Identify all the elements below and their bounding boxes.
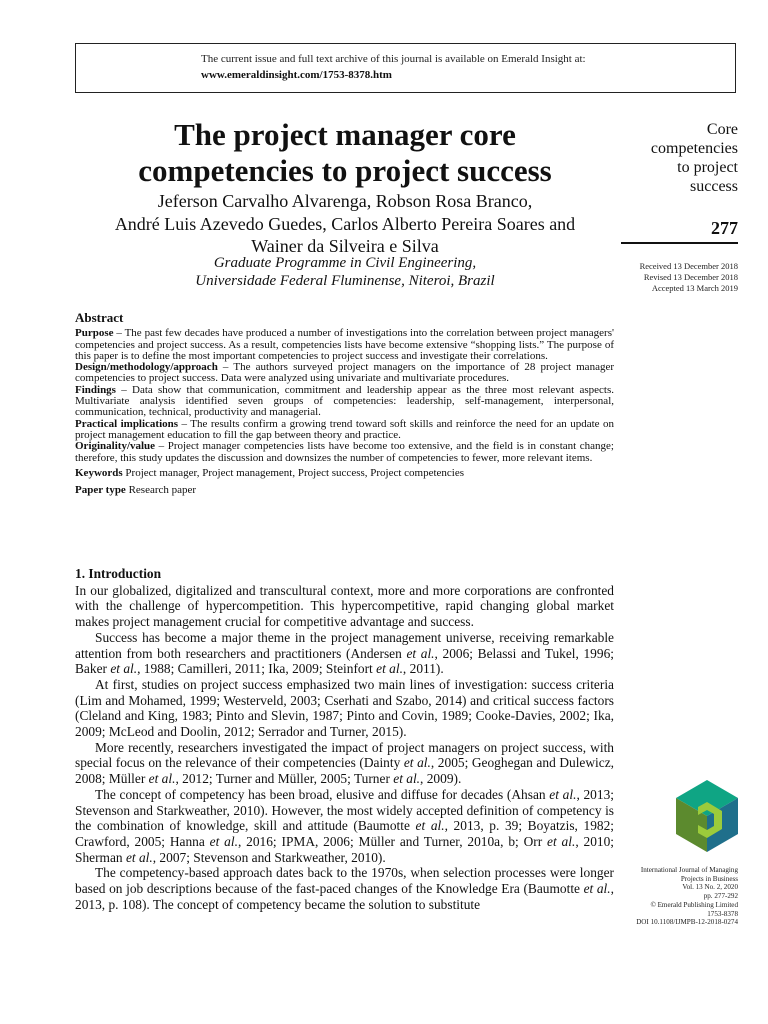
et-al: et al. [209, 833, 238, 849]
et-al: et al. [125, 849, 153, 865]
abstract-purpose [75, 328, 614, 362]
et-al: et al. [547, 833, 576, 849]
journal-pages: pp. 277-292 [703, 892, 738, 901]
paper-type [75, 485, 614, 496]
paragraph-3: At first, studies on project success emphasized two main lines of investigation: success criteria (Lim and Mohamed, 1999; Westerveld, 2003; Cserhati and Szabo, 2014) and critical success factors (Cleland and King, 1983; Pinto and Slevin, 1987; Pinto and Covin, 1989; Cooke-Davies, 2002; Ika, 2009; McLeod and Doolin, 2012; Serrador and Turner, 2015). [75, 676, 614, 740]
p5-text-a: The concept of competency has been broad, elusive and diffuse for decades (Ahsan [95, 786, 550, 802]
et-al: et al. [583, 881, 611, 897]
article-title [75, 117, 615, 189]
journal-logo-icon [676, 780, 738, 852]
keywords-text: Project manager, Project management, Project success, Project competencies [122, 466, 465, 479]
journal-name-line-2: Projects in Business [680, 874, 738, 883]
p2-text-b: , 2006; Belassi and Tukel, 1996; Baker [75, 645, 614, 677]
running-head-line-2: competencies [650, 140, 738, 157]
p4-text-b: , 2005; Geoghegan and Dulewicz, 2008; Müller [75, 755, 614, 787]
purpose-label: Purpose [75, 327, 114, 340]
purpose-text: – The past few decades have produced a number of investigations into the correlation between project managers' competencies and project success. As a result, competencies lists have become extensive “shopping lists.” The purpose of this paper is to define the most important competencies to project success and investigate their correlations. [75, 327, 614, 362]
practical-label: Practical implications [75, 417, 179, 430]
paper-type-text: Research paper [125, 484, 197, 497]
abstract-findings [75, 385, 614, 419]
keywords-label: Keywords [75, 466, 123, 479]
p6-text-a: The competency-based approach dates back to the 1970s, when selection processes were longer based on job descriptions because of the fast-paced changes of the Knowledge Era (Baumotte [75, 865, 614, 897]
journal-information [612, 866, 738, 927]
title-line-2: competencies to project success [138, 153, 552, 188]
accepted-date: Accepted 13 March 2019 [651, 283, 738, 293]
design-label: Design/methodology/approach [75, 361, 218, 374]
author-line-3: Wainer da Silveira e Silva [251, 236, 439, 256]
practical-text: – The results confirm a growing trend toward soft skills and reinforce the need for an update on project management education to fill the gap between theory and practice. [75, 417, 614, 441]
journal-doi: DOI 10.1108/IJMPB-12-2018-0274 [636, 918, 738, 927]
et-al: et al. [110, 661, 138, 677]
title-line-1: The project manager core [174, 117, 516, 152]
submission-dates [618, 261, 738, 294]
et-al: et al. [403, 755, 431, 771]
p4-text-a: More recently, researchers investigated the impact of project managers on project success, with special focus on the relevance of their competencies (Dainty [75, 739, 614, 771]
p5-text-b: , 2013; Stevenson and Starkweather, 2010). However, the most widely accepted definition of competency is the combination of knowledge, skill and attitude (Baumotte [75, 786, 614, 834]
journal-name-line-1: International Journal of Managing [640, 866, 738, 874]
abstract-design [75, 362, 614, 385]
page-number: 277 [711, 218, 738, 238]
affiliation-line-1: Graduate Programme in Civil Engineering, [213, 255, 477, 271]
journal-copyright: © Emerald Publishing Limited [650, 900, 738, 909]
received-date: Received 13 December 2018 [639, 261, 738, 271]
keywords [75, 468, 614, 479]
availability-text: The current issue and full text archive of this journal is available on Emerald Insight at: [201, 53, 586, 65]
design-text: – The authors surveyed project managers on the importance of 28 project manager competencies to project success. Data were analyzed using univariate and multivariate procedures. [75, 361, 614, 385]
et-al: et al. [549, 786, 577, 802]
et-al: et al. [393, 771, 421, 787]
author-list [75, 190, 615, 258]
originality-text: – Project manager competencies lists have become too extensive, and the field is in constant change; therefore, this study updates the discussion and downsizes the number of competencies to fewer, more relevant items. [75, 440, 614, 464]
paragraph-4 [75, 740, 614, 787]
availability-notice [75, 43, 736, 93]
et-al: et al. [415, 818, 445, 834]
paragraph-1: In our globalized, digitalized and transcultural context, more and more corporations are confronted with the challenge of hypercompetition. This hypercompetitive, rapid changing global market makes project management crucial for competitive advantage and success. [75, 582, 614, 630]
p2-text-a: Success has become a major theme in the project management universe, receiving remarkable attention from both researchers and practitioners (Andersen [75, 629, 614, 661]
abstract-practical [75, 419, 614, 442]
findings-text: – Data show that communication, commitment and leadership appear as the three most relevant aspects. Multivariate analysis identified seven groups of competencies: leadership, self-management, interpersonal, communication, technical, productivity and managerial. [75, 383, 614, 419]
et-al: et al. [406, 645, 435, 661]
p6-text-b: , 2013, p. 108). The concept of competency became the solution to substitute [75, 881, 614, 912]
p5-text-c: , 2013, p. 39; Boyatzis, 1982; Crawford, 2005; Hanna [75, 818, 614, 849]
paragraph-6 [75, 865, 614, 912]
running-head [618, 120, 738, 196]
findings-label: Findings [75, 383, 116, 396]
body-text [75, 566, 614, 912]
p2-text-c: , 1988; Camilleri, 2011; Ika, 2009; Steinfort [137, 661, 377, 677]
paragraph-2 [75, 630, 614, 677]
et-al: et al. [148, 771, 176, 787]
journal-issn: 1753-8378 [707, 909, 738, 918]
running-head-line-3: to project [677, 159, 738, 176]
running-head-line-4: success [690, 178, 738, 195]
affiliation [75, 254, 615, 290]
p5-text-e: , 2010; Sherman [75, 833, 615, 865]
journal-volume: Vol. 13 No. 2, 2020 [682, 883, 738, 892]
paragraph-5 [75, 787, 614, 866]
p4-text-d: , 2009). [420, 771, 462, 787]
p5-text-d: , 2016; IPMA, 2006; Müller and Turner, 2010a, b; Orr [237, 833, 548, 849]
section-heading: 1. Introduction [75, 566, 162, 581]
author-line-1: Jeferson Carvalho Alvarenga, Robson Rosa Branco, [157, 191, 533, 211]
revised-date: Revised 13 December 2018 [643, 272, 738, 282]
journal-url-link[interactable]: www.emeraldinsight.com/1753-8378.htm [201, 69, 392, 81]
p5-text-f: , 2007; Stevenson and Starkweather, 2010). [152, 849, 386, 865]
running-head-line-1: Core [706, 121, 738, 138]
paper-type-label: Paper type [75, 484, 126, 497]
originality-label: Originality/value [75, 440, 156, 453]
abstract-originality [75, 441, 614, 464]
affiliation-line-2: Universidade Federal Fluminense, Niteroi, Brazil [195, 273, 495, 289]
abstract [75, 312, 614, 496]
et-al: et al. [376, 661, 403, 677]
p2-text-d: , 2011). [402, 661, 444, 677]
page-number-rule [621, 242, 738, 244]
abstract-heading: Abstract [75, 310, 124, 325]
p4-text-c: , 2012; Turner and Müller, 2005; Turner [175, 771, 394, 787]
author-line-2: André Luis Azevedo Guedes, Carlos Alberto Pereira Soares and [114, 213, 576, 234]
